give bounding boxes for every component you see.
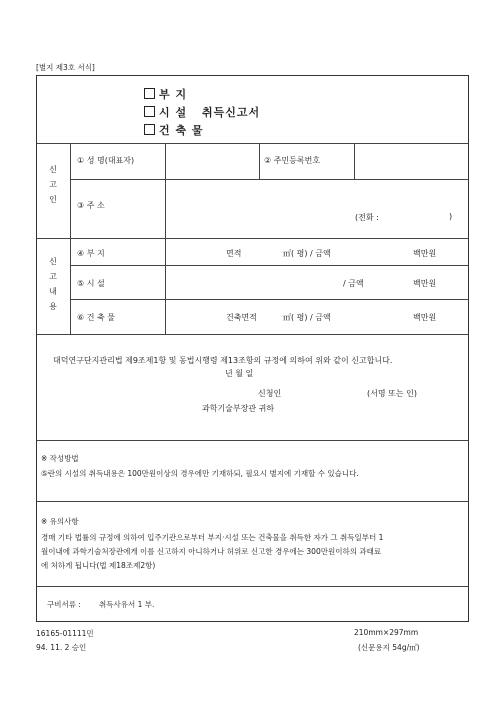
- facility-amount-label: / 금액: [343, 279, 364, 288]
- notes-heading: ※ 유의사항: [41, 517, 79, 526]
- building-area-unit: ㎡( 평) / 금액: [283, 313, 331, 322]
- phone-close: ): [449, 212, 453, 221]
- name-label: ① 성 명(대표자): [77, 156, 135, 165]
- checkbox-icon[interactable]: [144, 106, 155, 117]
- divider: [165, 143, 166, 179]
- statement-text: 대덕연구단지관리법 제9조제1항 및 동법시행령 제13조항의 규정에 의하여 위와 같이 신고합니다.: [53, 356, 393, 365]
- paper-type: (신문용지 54g/㎡): [358, 643, 420, 652]
- instructions-text: ⑤란의 시설의 취득내용은 100만원이상의 경우에만 기재하되, 필요시 별지에 기재할 수 있습니다.: [41, 469, 359, 478]
- building-label: ⑥ 건 축 물: [77, 313, 115, 322]
- building-area-label: 건축면적: [226, 313, 257, 322]
- divider: [259, 143, 260, 179]
- divider: [354, 143, 355, 179]
- rrn-field[interactable]: [359, 148, 463, 174]
- applicant-signature-label: 신청인: [258, 389, 282, 398]
- address-label: ③ 주 소: [77, 201, 105, 210]
- facility-label: ⑤ 시 설: [77, 279, 105, 288]
- title-option-building: 건 축 물: [144, 122, 204, 138]
- form-title: 취득신고서: [201, 106, 261, 119]
- notes-line-2: 월이내에 과학기술처장관에게 이를 신고하지 아니하거나 허위로 신고한 경우에는 300만원이하의 과태료: [41, 547, 382, 556]
- divider: [70, 143, 71, 238]
- form-frame: [36, 75, 469, 622]
- phone-label: (전화 :: [355, 213, 379, 222]
- facility-amount-unit: 백만원: [413, 279, 437, 288]
- signature-placeholder: (서명 또는 인): [367, 389, 417, 398]
- form-code: 16165-01111민: [36, 629, 94, 638]
- attachments-value: 취득사유서 1 부.: [99, 600, 155, 609]
- divider: [70, 299, 468, 300]
- address-field[interactable]: [170, 186, 460, 212]
- divider: [37, 501, 468, 502]
- building-amount-unit: 백만원: [413, 313, 437, 322]
- name-field[interactable]: [170, 148, 254, 174]
- divider: [37, 238, 468, 239]
- divider: [165, 179, 166, 238]
- report-section-label: 신 고 내 용: [49, 257, 57, 311]
- form-number-label: [별지 제3호 서식]: [36, 63, 95, 72]
- divider: [165, 238, 166, 334]
- attachments-label: 구비서류 :: [47, 600, 81, 609]
- land-area-unit: ㎡( 평) / 금액: [283, 249, 331, 258]
- divider: [37, 586, 468, 587]
- notes-line-3: 에 처하게 됩니다(법 제18조제2항): [41, 561, 156, 570]
- divider: [70, 265, 468, 266]
- notes-line-1: 경매 기타 법률의 규정에 의하여 입주기관으로부터 부지·시설 또는 건축물을 취득한 자가 그 취득일부터 1: [41, 533, 384, 542]
- checkbox-icon[interactable]: [144, 88, 155, 99]
- title-option-land: 부 지: [144, 86, 187, 102]
- divider: [37, 440, 468, 441]
- divider: [70, 238, 71, 334]
- instructions-heading: ※ 작성방법: [41, 454, 79, 463]
- divider: [70, 179, 468, 180]
- land-area-label: 면적: [226, 249, 242, 258]
- recipient: 과학기술부장관 귀하: [202, 404, 275, 413]
- statement-date: 년 월 일: [225, 369, 254, 378]
- land-label: ④ 부 지: [77, 249, 105, 258]
- divider: [37, 334, 468, 335]
- rrn-label: ② 주민등록번호: [264, 156, 321, 165]
- checkbox-icon[interactable]: [144, 124, 155, 135]
- approval-date: 94. 11. 2 승인: [36, 643, 87, 652]
- land-amount-unit: 백만원: [413, 249, 437, 258]
- title-option-facility: 시 설 취득신고서: [144, 104, 260, 120]
- applicant-section-label: 신 고 인: [49, 165, 57, 204]
- paper-size: 210mm×297mm: [354, 628, 419, 637]
- divider: [37, 143, 468, 144]
